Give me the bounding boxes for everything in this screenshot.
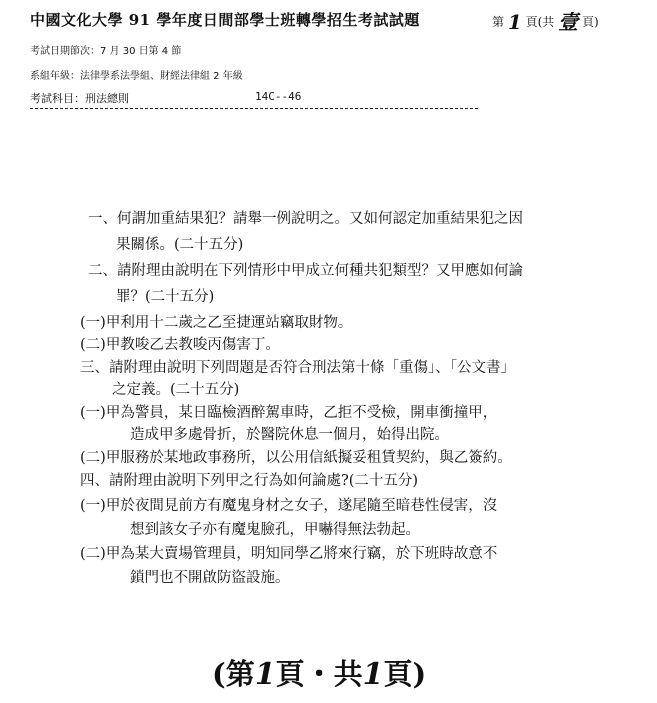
question-line: 罪？(二十五分)	[116, 289, 215, 305]
question-line: 二、請附理由說明在下列情形中甲成立何種共犯類型？又甲應如何論	[88, 263, 523, 279]
question-line: (二)甲服務於某地政事務所，以公用信紙擬妥租賃契約，與乙簽約。	[80, 450, 512, 466]
question-line: (一)甲為警員，某日臨檢酒醉駕車時，乙拒不受檢，開車衝撞甲，	[80, 405, 498, 421]
footer-page-number: 1	[254, 657, 276, 692]
subject-line	[30, 90, 302, 106]
exam-time: 考試日期節次：7 月 30 日第 4 節	[30, 46, 182, 57]
footer-mid: 頁・共	[275, 657, 363, 691]
subject-label: 考試科目：刑法總則	[30, 92, 129, 105]
header-divider	[30, 108, 478, 109]
footer-open: (第	[212, 657, 255, 691]
question-line: 造成甲多處骨折，於醫院休息一個月，始得出院。	[130, 427, 449, 443]
footer-close: 頁)	[383, 657, 427, 691]
subject-code: 14C--46	[255, 90, 302, 103]
department-line: 系組年級：法律學系法學組、財經法律組 2 年級	[30, 71, 243, 82]
question-line: (二)甲為某大賣場管理員，明知同學乙將來行竊，於下班時故意不	[80, 546, 498, 562]
question-line: (二)甲教唆乙去教唆丙傷害丁。	[80, 337, 280, 353]
question-line: 三、請附理由說明下列問題是否符合刑法第十條「重傷」、「公文書」	[80, 360, 515, 376]
page-number: 1	[507, 10, 522, 34]
question-line: 之定義。(二十五分)	[112, 382, 240, 398]
footer-page-total: 1	[362, 657, 384, 692]
question-line: (一)甲利用十二歲之乙至捷運站竊取財物。	[80, 315, 353, 331]
page-mid: 頁(共	[525, 15, 555, 29]
page-suffix: 頁)	[581, 15, 599, 29]
question-line: 四、請附理由說明下列甲之行為如何論處?(二十五分)	[80, 473, 419, 489]
question-line: (一)甲於夜間見前方有魔鬼身材之女子，遂尾隨至暗巷性侵害，沒	[80, 498, 498, 514]
page-indicator	[492, 6, 599, 35]
exam-title: 中國文化大學 91 學年度日間部學士班轉學招生考試試題	[30, 11, 420, 29]
page-footer	[212, 652, 426, 693]
question-line: 一、何謂加重結果犯？請舉一例說明之。又如何認定加重結果犯之因	[88, 211, 523, 227]
question-line: 鎖門也不開啟防盜設施。	[130, 570, 290, 586]
page-total: 壹	[558, 10, 579, 34]
question-line: 想到該女子亦有魔鬼臉孔，甲嚇得無法勃起。	[130, 522, 420, 538]
question-line: 果關係。(二十五分)	[116, 237, 244, 253]
page-prefix: 第	[492, 15, 505, 29]
